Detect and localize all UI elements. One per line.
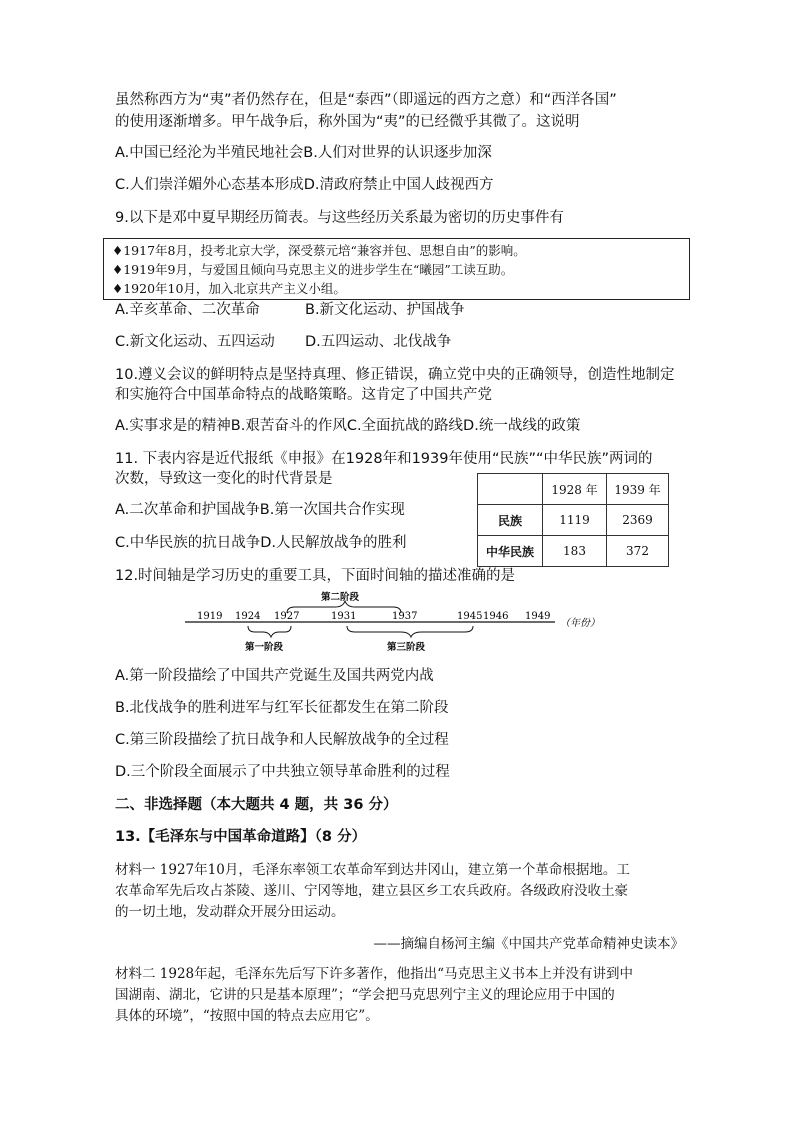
table-row (478, 505, 669, 536)
table-header-row (478, 474, 669, 505)
table-header-cell (478, 474, 543, 505)
timeline-year: 1949 (525, 611, 551, 622)
q12-option-d: D.三个阶段全面展示了中共独立领导革命胜利的过程 (115, 764, 450, 780)
q9-stem: 9.以下是邓中夏早期经历简表。与这些经历关系最为密切的历史事件有 (115, 210, 564, 226)
section2-heading: 二、非选择题（本大题共 4 题，共 36 分） (115, 797, 398, 813)
table-cell: 372 (607, 536, 669, 567)
stage2-label: 第二阶段 (321, 592, 360, 603)
q12-option-a: A.第一阶段描绘了中国共产党诞生及国共两党内战 (115, 668, 434, 684)
q8-stem-line2: 的使用逐渐增多。甲午战争后，称外国为“夷”的已经微乎其微了。这说明 (115, 114, 580, 130)
q11-count-table (477, 473, 669, 567)
timeline-year: 1931 (331, 611, 357, 622)
timeline-year: 1924 (235, 611, 261, 622)
timeline-year: 1946 (483, 611, 509, 622)
table-cell: 民族 (478, 505, 543, 536)
q9-option-c: C.新文化运动、五四运动 (115, 334, 275, 350)
q8-options-ab: A.中国已经沦为半殖民地社会B.人们对世界的认识逐步加深 (115, 145, 492, 161)
q8-stem-line1: 虽然称西方为“夷”者仍然存在，但是“泰西”（即遥远的西方之意）和“西洋各国” (115, 92, 617, 108)
timeline-year: 1919 (197, 611, 223, 622)
timeline-unit-label: （年份） (560, 618, 600, 629)
q13-material2-line2: 国湖南、湖北，它讲的只是基本原理”；“学会把马克思列宁主义的理论应用于中国的 (115, 987, 615, 1003)
q9-option-b: B.新文化运动、护国战争 (305, 302, 465, 318)
q13-title: 13.【毛泽东与中国革命道路】（8 分） (115, 829, 367, 845)
stage3-label: 第三阶段 (387, 642, 426, 652)
q12-option-c: C.第三阶段描绘了抗日战争和人民解放战争的全过程 (115, 732, 449, 748)
table-row (478, 536, 669, 567)
stage1-label: 第一阶段 (245, 642, 284, 652)
q13-material1-source: ——摘编自杨河主编《中国共产党革命精神史读本》 (373, 936, 684, 952)
q9-box-line: ♦1917年8月，投考北京大学，深受蔡元培“兼容并包、思想自由”的影响。 (112, 243, 526, 258)
table-cell: 183 (543, 536, 607, 567)
table-cell: 1119 (543, 505, 607, 536)
q11-stem-line2: 次数，导致这一变化的时代背景是 (115, 471, 333, 487)
q12-stem: 12.时间轴是学习历史的重要工具，下面时间轴的描述准确的是 (115, 568, 516, 584)
q11-options-ab: A.二次革命和护国战争B.第一次国共合作实现 (115, 502, 405, 518)
table-header-cell: 1928 年 (543, 474, 607, 505)
q8-options-cd: C.人们崇洋媚外心态基本形成D.清政府禁止中国人歧视西方 (115, 177, 494, 193)
q12-option-b: B.北伐战争的胜利进军与红军长征都发生在第二阶段 (115, 700, 449, 716)
q12-timeline (185, 590, 605, 652)
stage3-bracket (347, 626, 473, 637)
stage1-bracket (248, 626, 291, 637)
q13-material2-line3: 具体的环境”，“按照中国的特点去应用它”。 (115, 1008, 379, 1024)
q11-stem-line1: 11. 下表内容是近代报纸《申报》在1928年和1939年使用“民族”“中华民族”两词的 (115, 451, 653, 467)
q10-options: A.实事求是的精神B.艰苦奋斗的作风C.全面抗战的路线D.统一战线的政策 (115, 418, 581, 434)
table-cell: 中华民族 (478, 536, 543, 567)
q10-stem-line2: 和实施符合中国革命特点的战略策略。这肯定了中国共产党 (115, 387, 492, 403)
q9-experience-box (103, 238, 690, 300)
q9-box-line: ♦1920年10月，加入北京共产主义小组。 (112, 281, 346, 296)
timeline-year: 1945 (457, 611, 483, 622)
q13-material1-line1: 材料一 1927年10月，毛泽东率领工农革命军到达井冈山，建立第一个革命根据地。工 (115, 862, 630, 878)
q11-options-cd: C.中华民族的抗日战争D.人民解放战争的胜利 (115, 535, 407, 551)
table-header-cell: 1939 年 (607, 474, 669, 505)
q13-material2-line1: 材料二 1928年起，毛泽东先后写下许多著作，他指出“马克思主义书本上并没有讲到中 (115, 966, 634, 982)
q13-material1-line2: 农革命军先后攻占茶陵、遂川、宁冈等地，建立县区乡工农兵政府。各级政府没收土豪 (115, 883, 628, 899)
timeline-year: 1937 (392, 611, 418, 622)
q13-material1-line3: 的一切土地，发动群众开展分田运动。 (115, 904, 345, 920)
q9-option-d: D.五四运动、北伐战争 (305, 334, 452, 350)
q10-stem-line1: 10.遵义会议的鲜明特点是坚持真理、修正错误，确立党中央的正确领导，创造性地制定 (115, 367, 675, 383)
q9-option-a: A.辛亥革命、二次革命 (115, 302, 260, 318)
q9-box-line: ♦1919年9月，与爱国且倾向马克思主义的进步学生在“曦园”工读互助。 (112, 262, 514, 277)
table-cell: 2369 (607, 505, 669, 536)
timeline-year: 1927 (274, 611, 300, 622)
